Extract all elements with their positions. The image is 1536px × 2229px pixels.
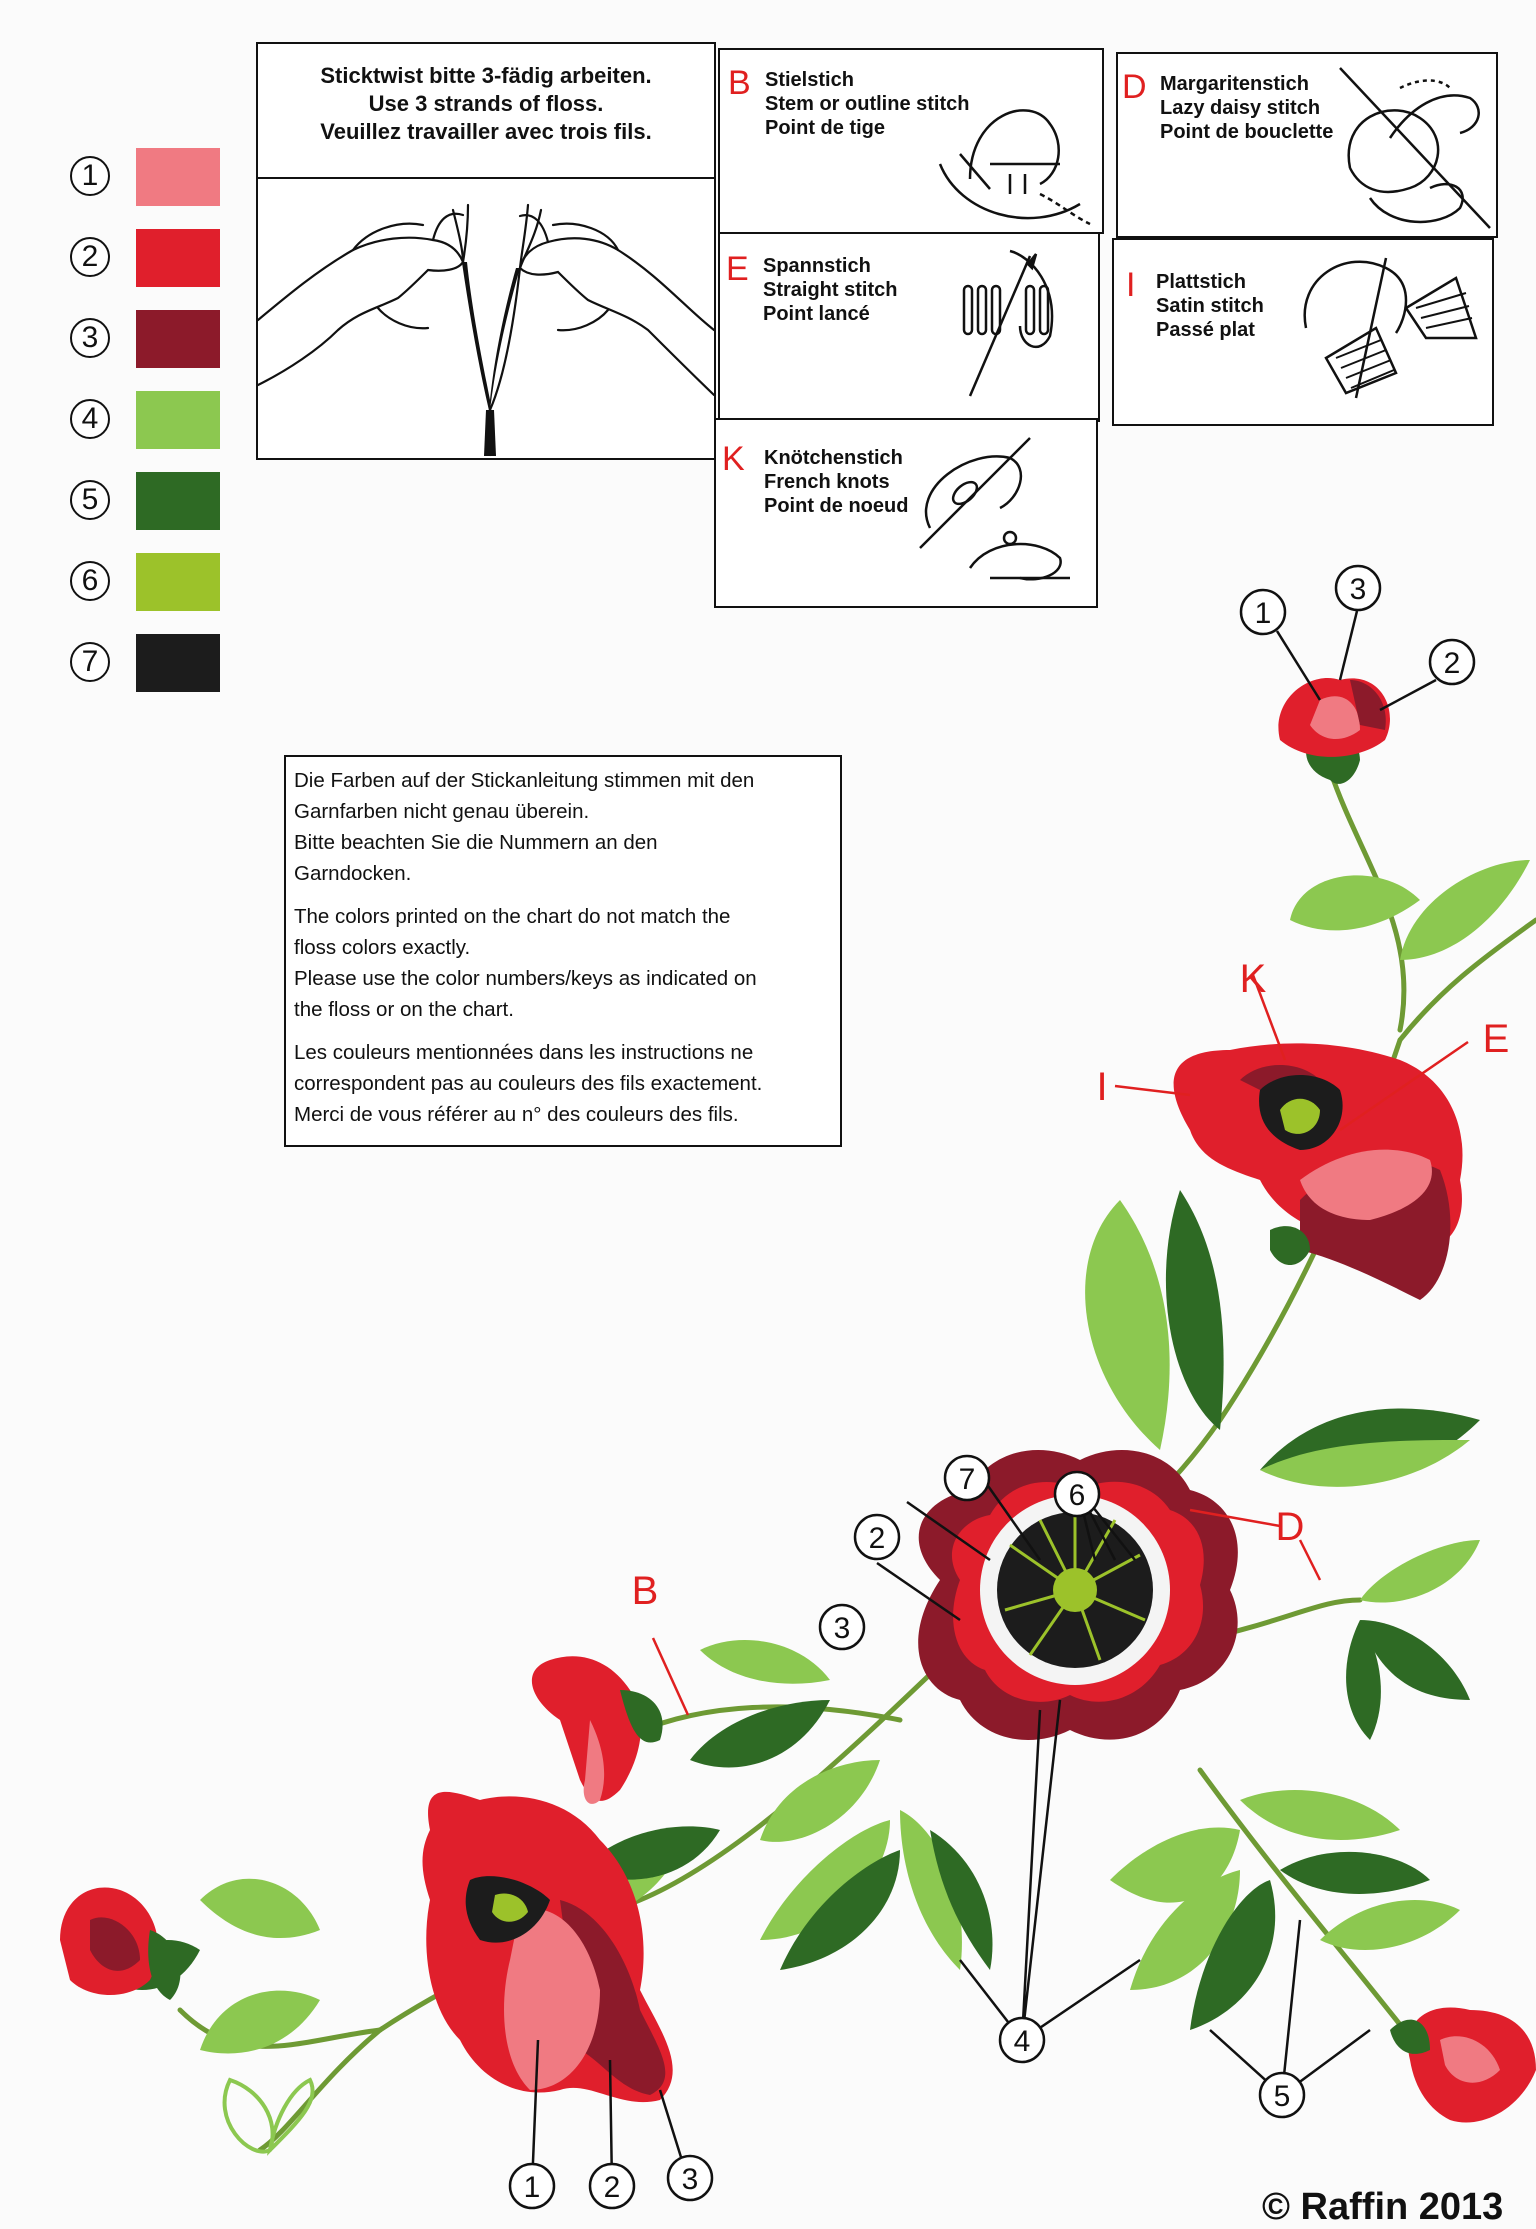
strands-note <box>256 42 716 182</box>
stitch-name-fr: Point lancé <box>763 303 870 325</box>
callout-letter-B: B <box>631 1569 659 1613</box>
color-key-row <box>70 310 230 370</box>
color-key-row <box>70 391 230 451</box>
callout-number: 2 <box>868 1522 886 1555</box>
callout-number: 1 <box>1254 597 1272 630</box>
stitch-name-de: Stielstich <box>765 69 854 91</box>
copyright-text: © Raffin 2013 <box>1262 2186 1504 2228</box>
color-chip <box>136 391 220 449</box>
stitch-name-fr: Point de noeud <box>764 495 909 517</box>
callout-number: 7 <box>958 1463 976 1496</box>
color-number: 3 <box>70 318 110 358</box>
color-key-row <box>70 472 230 532</box>
stitch-letter-D: D <box>1122 68 1147 106</box>
color-number: 1 <box>70 156 110 196</box>
callout-number: 6 <box>1068 1479 1086 1512</box>
stitch-label-I <box>1156 270 1264 342</box>
note-de-line: Bitte beachten Sie die Nummern an den <box>294 831 658 854</box>
callout-number: 2 <box>603 2171 621 2204</box>
note-fr-line: Merci de vous référer au n° des couleurs des fils. <box>294 1103 739 1126</box>
stem-stitch-diagram <box>930 84 1100 234</box>
strands-note-de: Sticktwist bitte 3-fädig arbeiten. <box>320 63 652 88</box>
note-en-line: floss colors exactly. <box>294 936 471 959</box>
note-fr-line: correspondent pas au couleurs des fils exactement. <box>294 1072 763 1095</box>
stitch-label-K <box>764 446 908 518</box>
stitch-letter-I: I <box>1126 266 1136 304</box>
stitch-label-D <box>1160 72 1333 144</box>
stitch-label-E <box>763 254 897 326</box>
callout-letter-D: D <box>1275 1505 1305 1549</box>
color-chip <box>136 472 220 530</box>
lazy-daisy-stitch-diagram <box>1330 58 1496 234</box>
callout-number: 3 <box>681 2163 699 2196</box>
stitch-name-en: French knots <box>764 471 890 493</box>
stitch-name-en: Straight stitch <box>763 279 898 301</box>
color-key-row <box>70 148 230 208</box>
stitch-name-fr: Point de bouclette <box>1160 121 1334 143</box>
stitch-letter-E: E <box>726 250 749 288</box>
stitch-name-en: Lazy daisy stitch <box>1160 97 1321 119</box>
color-number: 5 <box>70 480 110 520</box>
straight-stitch-diagram <box>960 246 1092 406</box>
color-key-row <box>70 229 230 289</box>
callout-number: 2 <box>1443 647 1461 680</box>
note-en-line: the floss or on the chart. <box>294 998 514 1021</box>
note-de-line: Garndocken. <box>294 862 412 885</box>
stitch-name-fr: Point de tige <box>765 117 885 139</box>
stitch-name-en: Satin stitch <box>1156 295 1264 317</box>
stitch-name-en: Stem or outline stitch <box>765 93 970 115</box>
color-chip <box>136 229 220 287</box>
callout-letter-K: K <box>1239 957 1267 1001</box>
stitch-letter-B: B <box>728 64 751 102</box>
color-number: 2 <box>70 237 110 277</box>
callout-letter-E: E <box>1482 1017 1510 1061</box>
color-number: 7 <box>70 642 110 682</box>
stitch-name-de: Margaritenstich <box>1160 73 1309 95</box>
color-chip <box>136 310 220 368</box>
color-chip <box>136 148 220 206</box>
callout-number: 1 <box>523 2171 541 2204</box>
note-de-line: Garnfarben nicht genau überein. <box>294 800 590 823</box>
stitch-name-de: Plattstich <box>1156 271 1247 293</box>
callout-letter-I: I <box>1096 1065 1108 1109</box>
callout-number: 5 <box>1273 2080 1291 2113</box>
callout-number: 4 <box>1013 2025 1031 2058</box>
stitch-name-fr: Passé plat <box>1156 319 1255 341</box>
stitch-name-de: Spannstich <box>763 255 871 277</box>
callout-number: 3 <box>833 1612 851 1645</box>
stitch-name-de: Knötchenstich <box>764 447 903 469</box>
note-fr-line: Les couleurs mentionnées dans les instructions ne <box>294 1041 754 1064</box>
stitch-letter-K: K <box>722 440 745 478</box>
satin-stitch-diagram <box>1286 248 1482 398</box>
strands-note-en: Use 3 strands of floss. <box>368 91 604 116</box>
embroidery-design-illustration <box>0 560 1536 2204</box>
note-de-line: Die Farben auf der Stickanleitung stimmen mit den <box>294 769 755 792</box>
hands-twisting-floss-illustration <box>258 180 714 458</box>
callout-number: 3 <box>1349 573 1367 606</box>
color-number: 6 <box>70 561 110 601</box>
note-en-line: The colors printed on the chart do not match the <box>294 905 731 928</box>
note-en-line: Please use the color numbers/keys as indicated on <box>294 967 757 990</box>
color-number: 4 <box>70 399 110 439</box>
strands-note-fr: Veuillez travailler avec trois fils. <box>320 119 652 144</box>
